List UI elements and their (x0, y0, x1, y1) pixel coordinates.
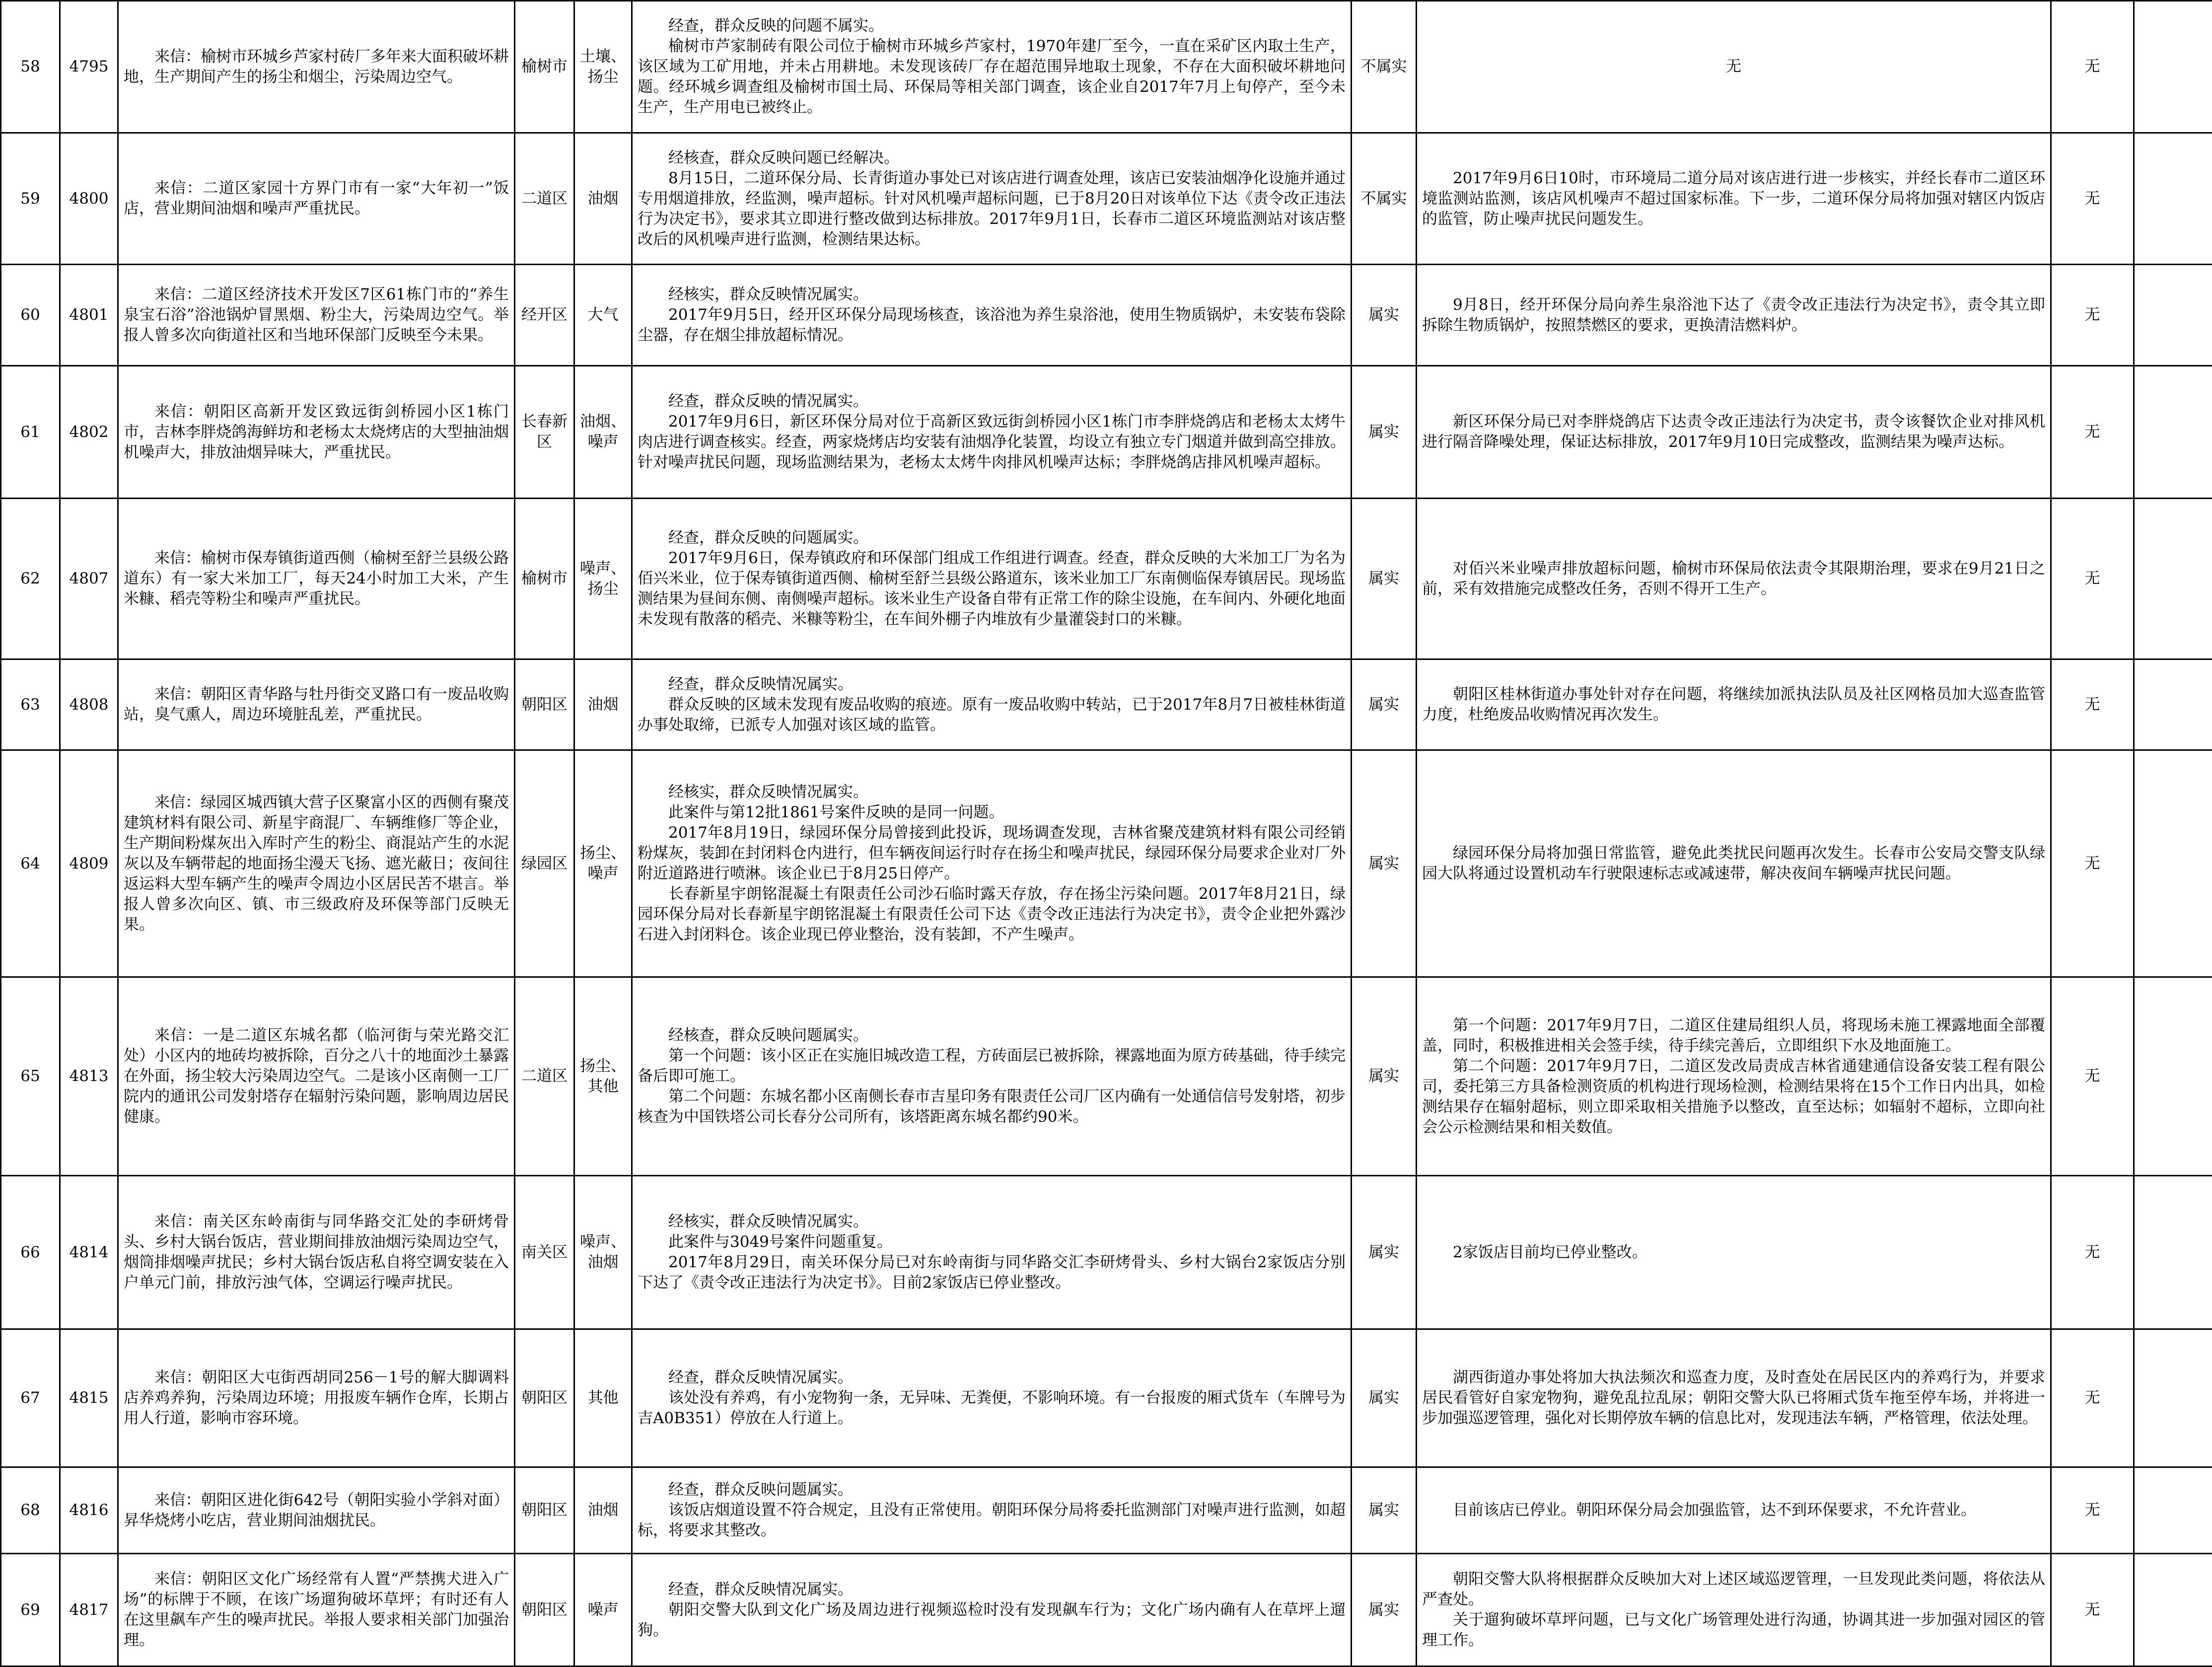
district-cell: 长春新区 (515, 366, 574, 499)
complaint-cell-paragraph: 来信：二道区家园十方界门市有一家“大年初一”饭店，营业期间油烟和噪声严重扰民。 (124, 178, 509, 219)
blank-cell (2134, 1, 2212, 133)
findings-cell-paragraph: 经核实，群众反映情况属实。 (638, 782, 1346, 802)
measures-cell (1417, 977, 2051, 1176)
verdict-cell: 不属实 (1352, 1, 1417, 133)
table-row (1, 366, 2212, 499)
pollution-type-cell: 噪声 (574, 1554, 632, 1667)
pollution-type-cell: 土壤、扬尘 (574, 1, 632, 133)
blank-cell (2134, 265, 2212, 366)
case-id-cell: 4802 (60, 366, 118, 499)
findings-cell (632, 1467, 1352, 1554)
findings-cell-paragraph: 经查，群众反映情况属实。 (638, 1580, 1346, 1600)
accountability-cell: 无 (2051, 1467, 2134, 1554)
table-row (1, 1, 2212, 133)
measures-cell (1417, 366, 2051, 499)
pollution-type-cell: 扬尘、噪声 (574, 750, 632, 977)
accountability-cell: 无 (2051, 1, 2134, 133)
accountability-cell: 无 (2051, 1329, 2134, 1467)
measures-cell-paragraph: 2家饭店目前均已停业整改。 (1422, 1242, 2045, 1263)
measures-cell (1417, 1329, 2051, 1467)
seq-cell: 67 (1, 1329, 60, 1467)
complaint-cell (118, 977, 515, 1176)
pollution-type-cell: 噪声、扬尘 (574, 499, 632, 659)
verdict-cell: 属实 (1352, 499, 1417, 659)
findings-cell (632, 1329, 1352, 1467)
case-id-cell: 4815 (60, 1329, 118, 1467)
measures-cell-paragraph: 无 (1726, 58, 1741, 75)
district-cell: 榆树市 (515, 1, 574, 133)
measures-cell (1417, 265, 2051, 366)
complaint-cell (118, 659, 515, 750)
accountability-cell: 无 (2051, 977, 2134, 1176)
table-row (1, 750, 2212, 977)
seq-cell: 63 (1, 659, 60, 750)
table-row (1, 977, 2212, 1176)
complaint-cell-paragraph: 来信：朝阳区大屯街西胡同256－1号的解大脚调料店养鸡养狗，污染周边环境；用报废车辆作仓库，长期占用人行道，影响市容环境。 (124, 1368, 509, 1429)
case-id-cell: 4795 (60, 1, 118, 133)
table-row (1, 1329, 2212, 1467)
measures-cell-paragraph: 绿园环保分局将加强日常监管，避免此类扰民问题再次发生。长春市公安局交警支队绿园大队将通过设置机动车行驶限速标志或减速带，解决夜间车辆噪声扰民问题。 (1422, 843, 2045, 884)
pollution-type-cell: 扬尘、其他 (574, 977, 632, 1176)
complaint-cell-paragraph: 来信：绿园区城西镇大营子区聚富小区的西侧有聚茂建筑材料有限公司、新星宇商混厂、车辆维修厂等企业，生产期间粉煤灰出入库时产生的粉尘、商混站产生的水泥灰以及车辆带起的地面扬尘漫天飞扬、遮光蔽日；夜间往返运料大型车辆产生的噪声令周边小区居民苦不堪言。举报人曾多次向区、镇、市三级政府及环保等部门反映无果。 (124, 793, 509, 935)
complaint-cell-paragraph: 来信：一是二道区东城名都（临河街与荣光路交汇处）小区内的地砖均被拆除，百分之八十的地面沙土暴露在外面，扬尘较大污染周边空气。二是该小区南侧一工厂院内的通讯公司发射塔存在辐射污染问题，影响周边居民健康。 (124, 1025, 509, 1127)
case-id-cell: 4813 (60, 977, 118, 1176)
findings-cell (632, 977, 1352, 1176)
case-table-body (1, 1, 2212, 1667)
measures-cell-paragraph: 湖西街道办事处将加大执法频次和巡查力度，及时查处在居民区内的养鸡行为，并要求居民看管好自家宠物狗，避免乱拉乱尿；朝阳交警大队已将厢式货车拖至停车场，并将进一步加强巡逻管理，强化对长期停放车辆的信息比对，发现违法车辆，严格管理，依法处理。 (1422, 1368, 2045, 1429)
complaint-cell (118, 499, 515, 659)
findings-cell-paragraph: 该饭店烟道设置不符合规定，且没有正常使用。朝阳环保分局将委托监测部门对噪声进行监测，如超标，将要求其整改。 (638, 1500, 1346, 1541)
findings-cell-paragraph: 此案件与3049号案件问题重复。 (638, 1232, 1346, 1252)
blank-cell (2134, 366, 2212, 499)
findings-cell (632, 750, 1352, 977)
measures-cell (1417, 1554, 2051, 1667)
table-row (1, 265, 2212, 366)
accountability-cell: 无 (2051, 1554, 2134, 1667)
table-row (1, 499, 2212, 659)
seq-cell: 65 (1, 977, 60, 1176)
complaint-cell-paragraph: 来信：朝阳区文化广场经常有人置“严禁携犬进入广场”的标牌于不顾，在该广场遛狗破坏草坪；有时还有人在这里飙车产生的噪声扰民。举报人要求相关部门加强治理。 (124, 1569, 509, 1651)
case-id-cell: 4801 (60, 265, 118, 366)
pollution-type-cell: 油烟、噪声 (574, 366, 632, 499)
measures-cell-paragraph: 朝阳区桂林街道办事处针对存在问题，将继续加派执法队员及社区网格员加大巡查监管力度，杜绝废品收购情况再次发生。 (1422, 684, 2045, 725)
complaint-cell-paragraph: 来信：二道区经济技术开发区7区61栋门市的“养生泉宝石浴”浴池锅炉冒黑烟、粉尘大，污染周边空气。举报人曾多次向街道社区和当地环保部门反映至今未果。 (124, 285, 509, 346)
blank-cell (2134, 750, 2212, 977)
district-cell: 朝阳区 (515, 659, 574, 750)
findings-cell-paragraph: 经查，群众反映情况属实。 (638, 674, 1346, 695)
table-row (1, 1554, 2212, 1667)
measures-cell-paragraph: 对佰兴米业噪声排放超标问题，榆树市环保局依法责令其限期治理，要求在9月21日之前，采有效措施完成整改任务，否则不得开工生产。 (1422, 559, 2045, 599)
complaint-cell (118, 1467, 515, 1554)
case-id-cell: 4800 (60, 133, 118, 265)
measures-cell-paragraph: 目前该店已停业。朝阳环保分局会加强监管，达不到环保要求，不允许营业。 (1422, 1500, 2045, 1521)
case-id-cell: 4808 (60, 659, 118, 750)
seq-cell: 61 (1, 366, 60, 499)
seq-cell: 62 (1, 499, 60, 659)
accountability-cell: 无 (2051, 1176, 2134, 1329)
seq-cell: 69 (1, 1554, 60, 1667)
accountability-cell: 无 (2051, 659, 2134, 750)
findings-cell (632, 499, 1352, 659)
verdict-cell: 属实 (1352, 977, 1417, 1176)
case-id-cell: 4817 (60, 1554, 118, 1667)
accountability-cell: 无 (2051, 265, 2134, 366)
findings-cell-paragraph: 经查，群众反映情况属实。 (638, 1368, 1346, 1388)
table-row (1, 1467, 2212, 1554)
complaint-cell (118, 1176, 515, 1329)
measures-cell-paragraph: 关于遛狗破坏草坪问题，已与文化广场管理处进行沟通，协调其进一步加强对园区的管理工作。 (1422, 1610, 2045, 1651)
district-cell: 南关区 (515, 1176, 574, 1329)
verdict-cell: 属实 (1352, 1467, 1417, 1554)
complaint-cell (118, 1329, 515, 1467)
seq-cell: 59 (1, 133, 60, 265)
case-id-cell: 4816 (60, 1467, 118, 1554)
findings-cell (632, 133, 1352, 265)
findings-cell-paragraph: 经核查，群众反映问题已经解决。 (638, 148, 1346, 168)
blank-cell (2134, 1467, 2212, 1554)
findings-cell-paragraph: 经核查，群众反映问题属实。 (638, 1025, 1346, 1046)
blank-cell (2134, 1329, 2212, 1467)
findings-cell-paragraph: 经查，群众反映的情况属实。 (638, 391, 1346, 412)
findings-cell-paragraph: 8月15日，二道环保分局、长青街道办事处已对该店进行调查处理，该店已安装油烟净化设施并通过专用烟道排放，经监测，噪声超标。针对风机噪声超标问题，已于8月20日对该单位下达《责令改正违法行为决定书》，要求其立即进行整改做到达标排放。2017年9月1日，长春市二道区环境监测站对该店整改后的风机噪声进行监测，检测结果达标。 (638, 168, 1346, 250)
table-row (1, 1176, 2212, 1329)
findings-cell-paragraph: 第二个问题：东城名都小区南侧长春市吉星印务有限责任公司厂区内确有一处通信信号发射塔，初步核查为中国铁塔公司长春分公司所有，该塔距离东城名都约90米。 (638, 1087, 1346, 1127)
pollution-type-cell: 大气 (574, 265, 632, 366)
measures-cell (1417, 750, 2051, 977)
measures-cell (1417, 1467, 2051, 1554)
complaint-cell-paragraph: 来信：朝阳区进化街642号（朝阳实验小学斜对面）昇华烧烤小吃店，营业期间油烟扰民。 (124, 1490, 509, 1531)
complaint-cell-paragraph: 来信：朝阳区高新开发区致远街剑桥园小区1栋门市，吉林李胖烧鸽海鲜坊和老杨太太烧烤店的大型抽油烟机噪声大，排放油烟异味大，严重扰民。 (124, 402, 509, 463)
verdict-cell: 属实 (1352, 1176, 1417, 1329)
case-id-cell: 4807 (60, 499, 118, 659)
district-cell: 经开区 (515, 265, 574, 366)
complaint-cell (118, 133, 515, 265)
district-cell: 朝阳区 (515, 1554, 574, 1667)
measures-cell-paragraph: 第一个问题：2017年9月7日，二道区住建局组织人员，将现场未施工裸露地面全部覆盖，同时，积极推进相关会签手续，待手续完善后，立即组织下水及地面施工。 (1422, 1015, 2045, 1056)
verdict-cell: 属实 (1352, 1554, 1417, 1667)
findings-cell-paragraph: 2017年8月19日，绿园环保分局曾接到此投诉，现场调查发现，吉林省聚茂建筑材料有限公司经销粉煤灰，装卸在封闭料仓内进行，但车辆夜间运行时存在扬尘和噪声扰民，绿园环保分局要求企业对厂外附近道路进行喷淋。该企业已于8月25日停产。 (638, 823, 1346, 884)
district-cell: 二道区 (515, 977, 574, 1176)
seq-cell: 60 (1, 265, 60, 366)
measures-cell (1417, 659, 2051, 750)
pollution-type-cell: 油烟 (574, 659, 632, 750)
findings-cell-paragraph: 朝阳交警大队到文化广场及周边进行视频巡检时没有发现飙车行为；文化广场内确有人在草坪上遛狗。 (638, 1600, 1346, 1641)
findings-cell (632, 265, 1352, 366)
findings-cell-paragraph: 榆树市芦家制砖有限公司位于榆树市环城乡芦家村，1970年建厂至今，一直在采矿区内取土生产，该区域为工矿用地，并未占用耕地。未发现该砖厂存在超范围异地取土现象，不存在大面积破坏耕地问题。经环城乡调查组及榆树市国土局、环保局等相关部门调查，该企业自2017年7月上旬停产，至今未生产，生产用电已被终止。 (638, 36, 1346, 118)
findings-cell-paragraph: 群众反映的区域未发现有废品收购的痕迹。原有一废品收购中转站，已于2017年8月7日被桂林街道办事处取缔，已派专人加强对该区域的监管。 (638, 695, 1346, 735)
district-cell: 二道区 (515, 133, 574, 265)
seq-cell: 68 (1, 1467, 60, 1554)
verdict-cell: 属实 (1352, 366, 1417, 499)
measures-cell (1417, 133, 2051, 265)
verdict-cell: 属实 (1352, 265, 1417, 366)
verdict-cell: 属实 (1352, 750, 1417, 977)
blank-cell (2134, 499, 2212, 659)
table-row (1, 133, 2212, 265)
district-cell: 朝阳区 (515, 1329, 574, 1467)
findings-cell-paragraph: 2017年8月29日，南关环保分局已对东岭南街与同华路交汇李研烤骨头、乡村大锅台2家饭店分别下达了《责令改正违法行为决定书》。目前2家饭店已停业整改。 (638, 1252, 1346, 1293)
district-cell: 朝阳区 (515, 1467, 574, 1554)
measures-cell-paragraph: 9月8日，经开环保分局向养生泉浴池下达了《责令改正违法行为决定书》，责令其立即拆除生物质锅炉，按照禁燃区的要求，更换清洁燃料炉。 (1422, 295, 2045, 336)
seq-cell: 58 (1, 1, 60, 133)
accountability-cell: 无 (2051, 366, 2134, 499)
findings-cell-paragraph: 长春新星宇朗铭混凝土有限责任公司沙石临时露天存放，存在扬尘污染问题。2017年8月21日，绿园环保分局对长春新星宇朗铭混凝土有限责任公司下达《责令改正违法行为决定书》，责令企业把外露沙石进入封闭料仓。该企业现已停业整治，没有装卸，不产生噪声。 (638, 884, 1346, 945)
findings-cell-paragraph: 经核实，群众反映情况属实。 (638, 285, 1346, 305)
measures-cell-paragraph: 新区环保分局已对李胖烧鸽店下达责令改正违法行为决定书，责令该餐饮企业对排风机进行隔音降噪处理，保证达标排放，2017年9月10日完成整改，监测结果为噪声达标。 (1422, 412, 2045, 452)
complaint-cell (118, 1, 515, 133)
measures-cell (1417, 1176, 2051, 1329)
findings-cell-paragraph: 经查，群众反映的问题属实。 (638, 528, 1346, 548)
findings-cell-paragraph: 2017年9月6日，保寿镇政府和环保部门组成工作组进行调查。经查，群众反映的大米加工厂为名为佰兴米业，位于保寿镇街道西侧、榆树至舒兰县级公路道东，该米业加工厂东南侧临保寿镇居民。现场监测结果为昼间东侧、南侧噪声超标。该米业生产设备自带有正常工作的除尘设施，在车间内、外硬化地面未发现有散落的稻壳、米糠等粉尘，在车间外棚子内堆放有少量灌袋封口的米糠。 (638, 548, 1346, 630)
pollution-type-cell: 噪声、油烟 (574, 1176, 632, 1329)
accountability-cell: 无 (2051, 750, 2134, 977)
measures-cell-paragraph: 2017年9月6日10时，市环境局二道分局对该店进行进一步核实，并经长春市二道区环境监测站监测，该店风机噪声不超过国家标准。下一步，二道环保分局将加强对辖区内饭店的监管，防止噪声扰民问题发生。 (1422, 168, 2045, 229)
blank-cell (2134, 659, 2212, 750)
findings-cell-paragraph: 此案件与第12批1861号案件反映的是同一问题。 (638, 802, 1346, 823)
findings-cell (632, 1554, 1352, 1667)
complaint-cell (118, 1554, 515, 1667)
measures-cell (1417, 499, 2051, 659)
verdict-cell: 属实 (1352, 659, 1417, 750)
findings-cell (632, 659, 1352, 750)
district-cell: 绿园区 (515, 750, 574, 977)
findings-cell-paragraph: 经查，群众反映问题属实。 (638, 1480, 1346, 1500)
findings-cell-paragraph: 经核实，群众反映情况属实。 (638, 1212, 1346, 1232)
findings-cell-paragraph: 2017年9月6日，新区环保分局对位于高新区致远街剑桥园小区1栋门市李胖烧鸽店和老杨太太烤牛肉店进行调查核实。经查，两家烧烤店均安装有油烟净化装置，均设立有独立专门烟道并做到高空排放。针对噪声扰民问题，现场监测结果为，老杨太太烤牛肉排风机噪声达标；李胖烧鸽店排风机噪声超标。 (638, 412, 1346, 473)
pollution-type-cell: 油烟 (574, 1467, 632, 1554)
verdict-cell: 属实 (1352, 1329, 1417, 1467)
accountability-cell: 无 (2051, 133, 2134, 265)
blank-cell (2134, 977, 2212, 1176)
complaint-cell-paragraph: 来信：朝阳区青华路与牡丹街交叉路口有一废品收购站，臭气熏人，周边环境脏乱差，严重扰民。 (124, 684, 509, 725)
district-cell: 榆树市 (515, 499, 574, 659)
verdict-cell: 不属实 (1352, 133, 1417, 265)
seq-cell: 66 (1, 1176, 60, 1329)
findings-cell-paragraph: 该处没有养鸡，有小宠物狗一条，无异味、无粪便，不影响环境。有一台报废的厢式货车（车牌号为吉A0B351）停放在人行道上。 (638, 1388, 1346, 1429)
case-id-cell: 4814 (60, 1176, 118, 1329)
complaint-cell-paragraph: 来信：榆树市环城乡芦家村砖厂多年来大面积破坏耕地，生产期间产生的扬尘和烟尘，污染周边空气。 (124, 47, 509, 87)
pollution-type-cell: 油烟 (574, 133, 632, 265)
blank-cell (2134, 133, 2212, 265)
complaint-cell-paragraph: 来信：榆树市保寿镇街道西侧（榆树至舒兰县级公路道东）有一家大米加工厂，每天24小时加工大米，产生米糠、稻壳等粉尘和噪声严重扰民。 (124, 548, 509, 609)
findings-cell (632, 1176, 1352, 1329)
findings-cell-paragraph: 2017年9月5日，经开区环保分局现场核查，该浴池为养生泉浴池，使用生物质锅炉，未安装布袋除尘器，存在烟尘排放超标情况。 (638, 305, 1346, 346)
complaint-cell (118, 366, 515, 499)
measures-cell (1417, 1, 2051, 133)
blank-cell (2134, 1554, 2212, 1667)
measures-cell-paragraph: 朝阳交警大队将根据群众反映加大对上述区域巡逻管理，一旦发现此类问题，将依法从严查处。 (1422, 1569, 2045, 1610)
case-id-cell: 4809 (60, 750, 118, 977)
findings-cell-paragraph: 第一个问题：该小区正在实施旧城改造工程，方砖面层已被拆除，裸露地面为原方砖基础，待手续完备后即可施工。 (638, 1046, 1346, 1087)
findings-cell (632, 1, 1352, 133)
pollution-type-cell: 其他 (574, 1329, 632, 1467)
findings-cell (632, 366, 1352, 499)
complaint-cell-paragraph: 来信：南关区东岭南街与同华路交汇处的李研烤骨头、乡村大锅台饭店，营业期间排放油烟污染周边空气，烟筒排烟噪声扰民；乡村大锅台饭店私自将空调安装在入户单元门前，排放污浊气体，空调运行噪声扰民。 (124, 1212, 509, 1293)
blank-cell (2134, 1176, 2212, 1329)
findings-cell-paragraph: 经查，群众反映的问题不属实。 (638, 16, 1346, 36)
complaint-cell (118, 265, 515, 366)
complaint-cell (118, 750, 515, 977)
seq-cell: 64 (1, 750, 60, 977)
accountability-cell: 无 (2051, 499, 2134, 659)
table-row (1, 659, 2212, 750)
measures-cell-paragraph: 第二个问题：2017年9月7日，二道区发改局责成吉林省通建通信设备安装工程有限公司，委托第三方具备检测资质的机构进行现场检测，检测结果将在15个工作日内出具，如检测结果存在辐射超标，则立即采取相关措施予以整改，直至达标；如辐射不超标，立即向社会公示检测结果和相关数值。 (1422, 1056, 2045, 1138)
